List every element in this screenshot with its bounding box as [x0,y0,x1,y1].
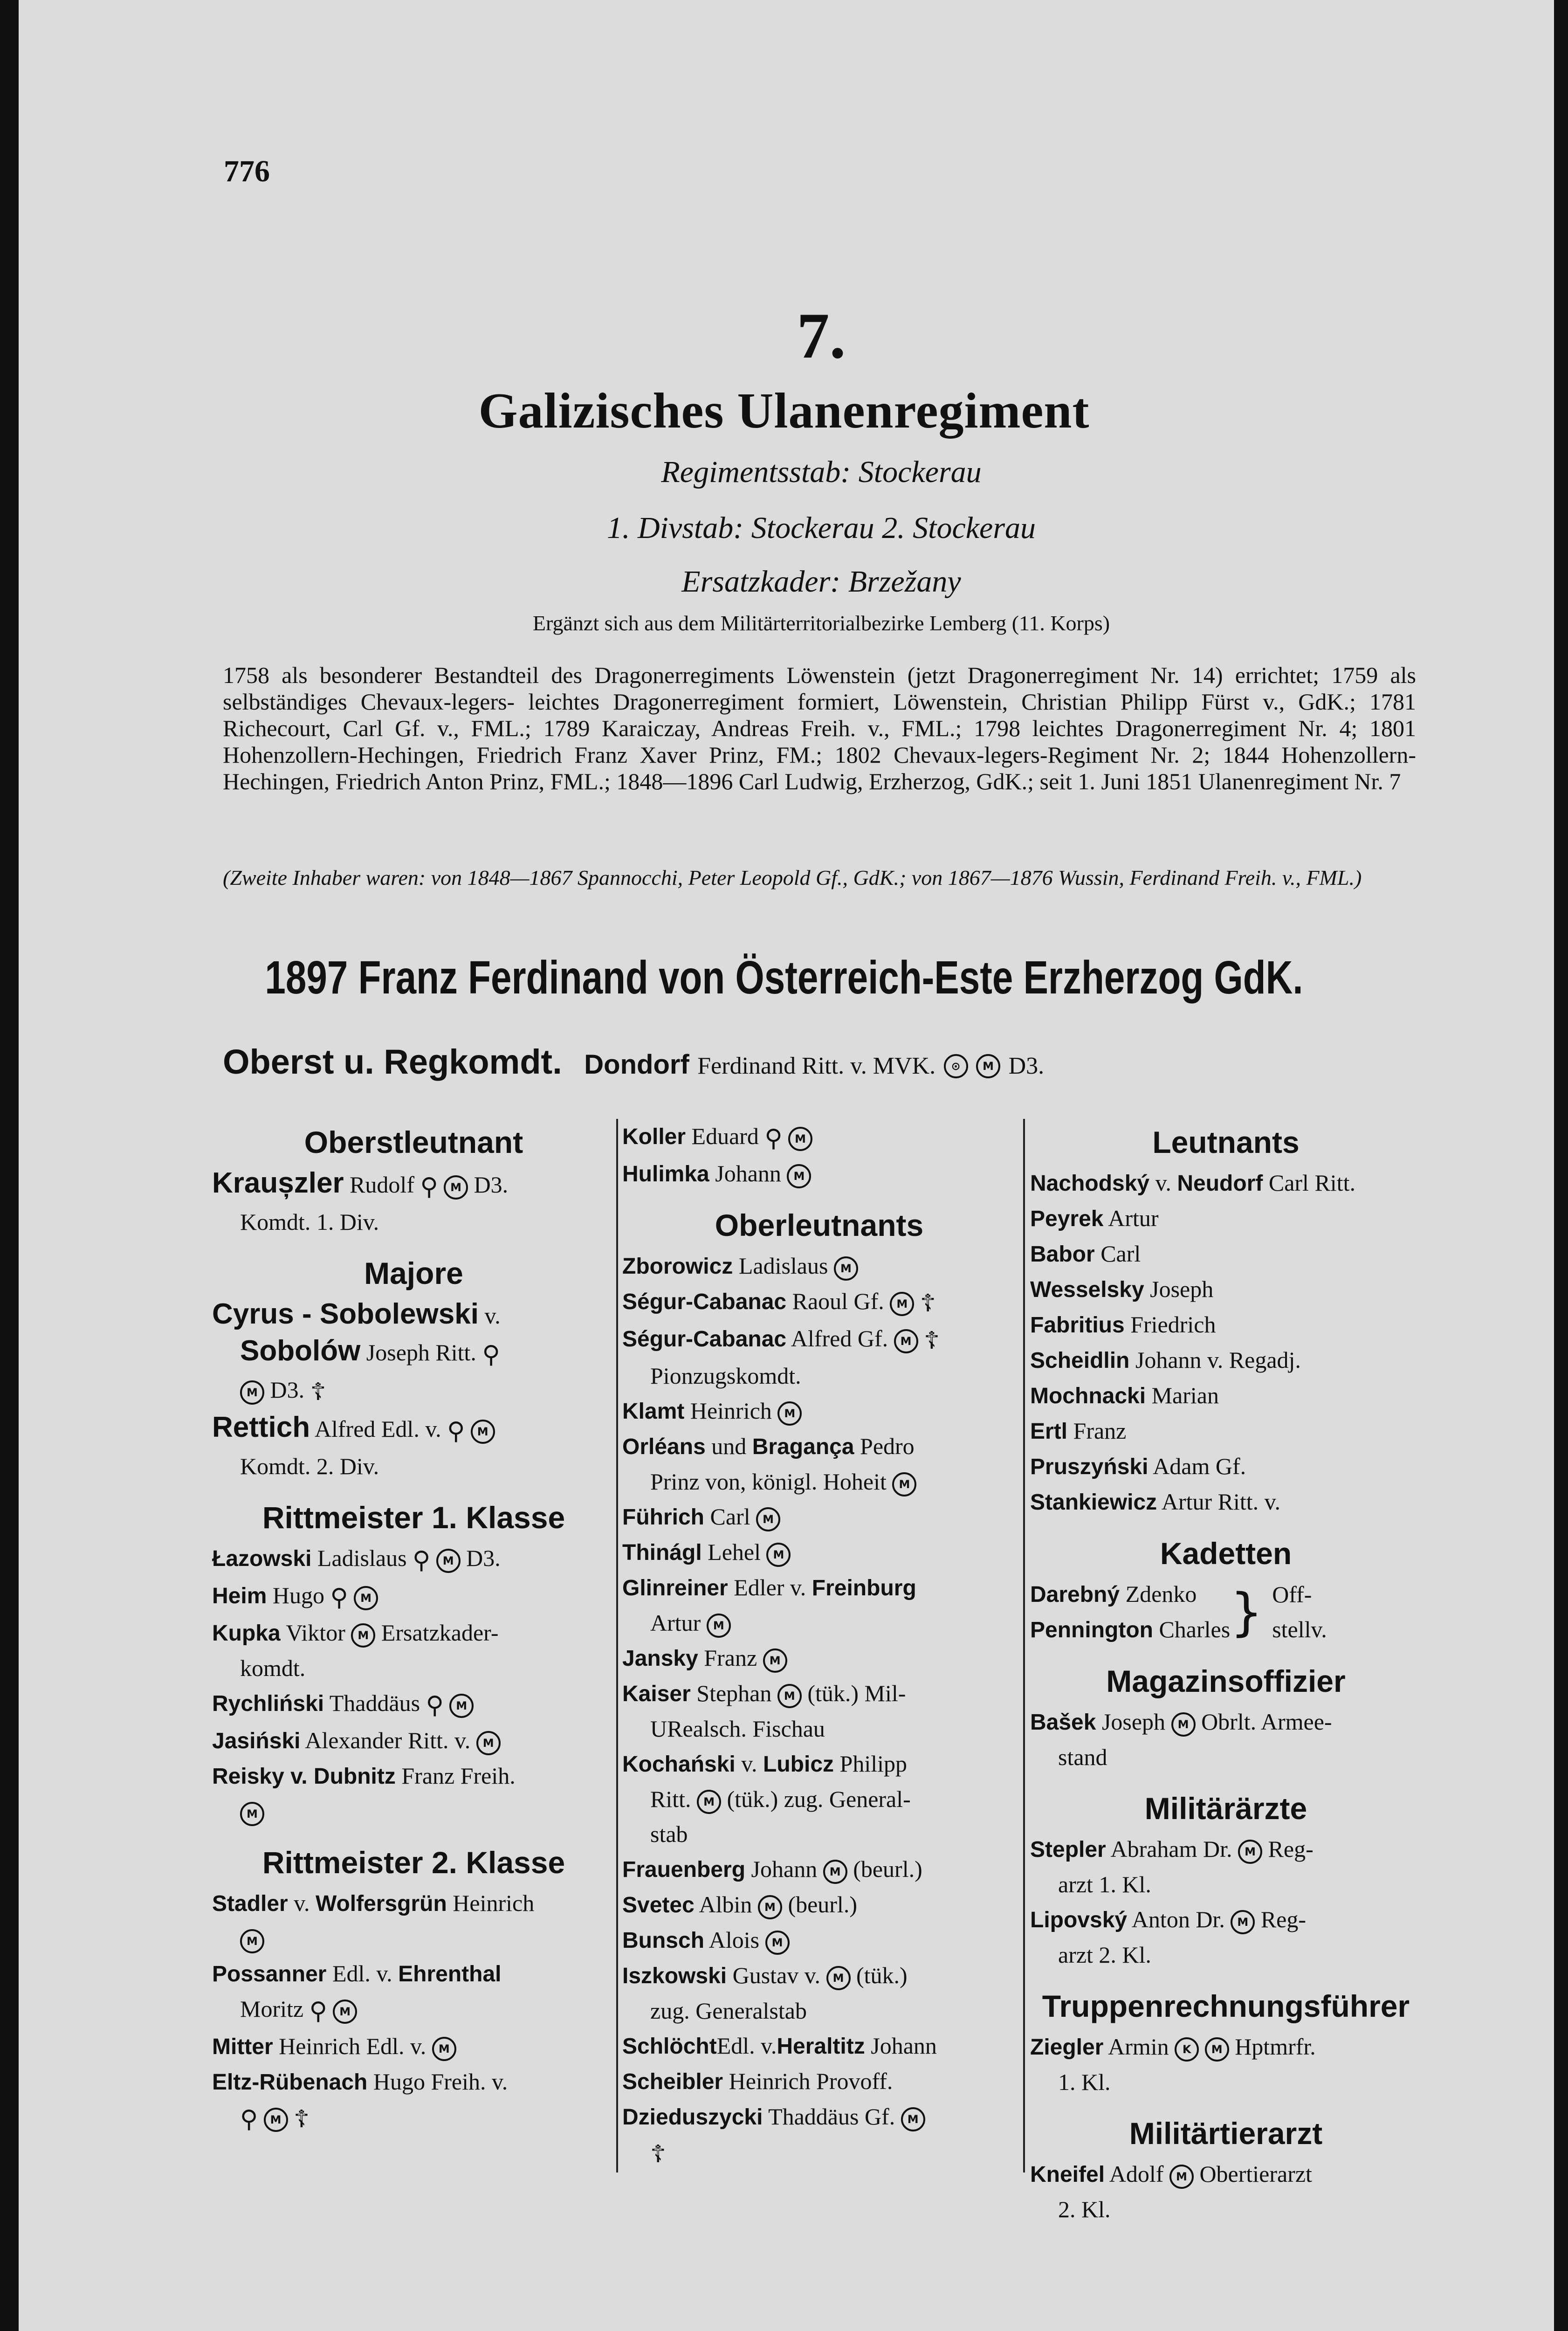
list-item-continuation: Moritz ⚲ M [212,1992,615,2029]
dagger-icon: ☦ [924,1327,940,1355]
list-item-continuation: zug. Generalstab [650,1998,807,2024]
regiment-title: Galizisches Ulanenregiment [478,383,1090,439]
divstab-line: 1. Divstab: Stockerau 2. Stockerau [606,511,1036,545]
m-medal-icon: M [901,2107,925,2131]
m-medal-icon: M [834,1256,858,1281]
list-item: Jansky Franz M [622,1641,1016,1676]
section-header: Rittmeister 2. Klasse [262,1845,565,1880]
m-medal-icon: M [763,1648,787,1673]
m-medal-icon: M [476,1731,501,1755]
list-item: Glinreiner Edler v. Freinburg [622,1574,916,1601]
m-medal-icon: M [765,1931,790,1955]
ring-icon: ⚲ [447,1417,465,1446]
list-item: Thinágl Lehel M [622,1535,1016,1570]
k-medal-icon: K [1175,2037,1199,2062]
m-medal-icon: M [894,1329,918,1353]
oberst-decoration: D3. [1008,1053,1045,1079]
m-medal-icon: M [777,1684,802,1708]
list-item: Iszkowski Gustav v. M (tük.) [622,1958,1016,1993]
regiment-number: 7. [797,300,846,372]
list-item: Kochański v. Lubicz Philipp [622,1751,907,1777]
list-item-continuation: Komdt. 2. Div. [240,1453,379,1480]
list-item: Koller Eduard ⚲ M [622,1119,1016,1156]
list-item: SchlöchtEdl. v.Heraltitz Johann [622,2033,937,2059]
column-2 [622,1119,1016,2172]
kadetten-note: Off- [1272,1581,1312,1607]
m-medal-icon: M [240,1802,264,1826]
list-item: Frauenberg Johann M (beurl.) [622,1852,1016,1887]
list-item: Rettich Alfred Edl. v. ⚲ M [212,1410,615,1449]
m-medal-icon: M [777,1401,802,1426]
list-item-continuation [212,1794,615,1829]
list-item: Possanner Edl. v. Ehrenthal [212,1960,502,1987]
list-item: Kraușzler Rudolf ⚲ M D3. [212,1166,615,1205]
list-item: Łazowski Ladislaus ⚲ M D3. [212,1541,615,1578]
oberst-name: Dondorf [584,1049,689,1080]
list-item: Orléans und Bragança Pedro [622,1433,915,1460]
ring-icon: ⚲ [426,1691,444,1720]
list-item: Kupka Viktor M Ersatzkader- [212,1615,615,1651]
section-header: Oberleutnants [715,1208,924,1243]
kadetten-note: stellv. [1272,1616,1327,1642]
oberst-line [223,1042,1044,1082]
section-header: Truppenrechnungsführer [1042,1989,1410,2023]
section-header: Militärärzte [1144,1791,1307,1826]
m-medal-icon: M [758,1895,782,1919]
list-item: Bunsch Alois M [622,1923,1016,1958]
section-header: Rittmeister 1. Klasse [262,1500,565,1535]
ring-icon: ⚲ [482,1341,500,1369]
m-medal-icon: M [444,1175,468,1200]
m-medal-icon: M [788,1127,812,1151]
list-item: Fabritius Friedrich [1030,1311,1216,1338]
brace-icon: } [1230,1582,1263,1642]
list-item: Nachodský v. Neudorf Carl Ritt. [1030,1170,1355,1196]
m-medal-icon: M [1238,1840,1262,1864]
list-item: Dzieduszycki Thaddäus Gf. M [622,2099,1016,2135]
m-medal-icon: M [976,1054,1000,1078]
list-item-continuation: Ritt. M (tük.) zug. General- [622,1782,1016,1817]
list-item-continuation: arzt 1. Kl. [1058,1871,1151,1897]
dagger-icon: ☦ [310,1378,326,1407]
ring-icon: ⚲ [764,1124,783,1153]
list-item-continuation: stab [650,1821,688,1848]
list-item-continuation: Komdt. 1. Div. [240,1209,379,1235]
m-medal-icon: M [823,1860,847,1884]
m-medal-icon: M [351,1623,375,1648]
list-item: Ertl Franz [1030,1418,1127,1444]
list-item: Ziegler Armin K M Hptmrfr. [1030,2029,1422,2065]
list-item: Wesselsky Joseph [1030,1276,1214,1302]
list-item-continuation: 2. Kl. [1058,2196,1111,2222]
dagger-icon: ☦ [920,1290,936,1318]
list-item: Rychliński Thaddäus ⚲ M [212,1686,615,1723]
m-medal-icon: M [890,1292,914,1316]
list-item: Zborowicz Ladislaus M [622,1248,1016,1284]
list-item-continuation: URealsch. Fischau [650,1716,825,1742]
ersatzkader-line: Ersatzkader: Brzežany [681,565,961,599]
scan-border-left [0,0,19,2331]
list-item-continuation: M D3. ☦ [212,1372,615,1410]
list-item: Eltz-Rübenach Hugo Freih. v. [212,2069,508,2095]
ring-icon: ⚲ [413,1546,431,1575]
section-header: Kadetten [1160,1536,1292,1571]
list-item: Lipovský Anton Dr. M Reg- [1030,1902,1422,1938]
m-medal-icon: M [1171,1712,1196,1737]
m-medal-icon: M [1169,2165,1194,2189]
list-item: Babor Carl [1030,1241,1141,1267]
list-item-continuation: komdt. [240,1655,306,1682]
ring-icon: ⚲ [330,1584,348,1612]
list-item: Svetec Albin M (beurl.) [622,1887,1016,1923]
list-item-continuation: stand [1058,1744,1107,1770]
m-medal-icon: M [333,2000,357,2024]
column-3 [1030,1119,1422,2227]
ring-icon: ⚲ [240,2105,258,2134]
list-item: Kaiser Stephan M (tük.) Mil- [622,1676,1016,1711]
section-header: Oberstleutnant [304,1125,523,1159]
list-item: Ségur-Cabanac Alfred Gf. M ☦ [622,1321,1016,1359]
dagger-icon: ☦ [650,2140,666,2169]
list-item: Darebný Zdenko [1030,1581,1197,1607]
list-item: Pruszyński Adam Gf. [1030,1453,1246,1479]
oberst-label: Oberst u. Regkomdt. [223,1042,562,1081]
section-header: Militärtierarzt [1129,2116,1323,2151]
m-medal-icon: M [1231,1910,1255,1934]
section-header: Leutnants [1152,1125,1300,1159]
page-number: 776 [224,154,270,188]
ring-icon: ⚲ [309,1997,327,2026]
column-divider [1023,1119,1025,2172]
regiment-owner: 1897 Franz Ferdinand von Österreich-Este Erzherzog GdK. [265,952,1303,1004]
list-item: Klamt Heinrich M [622,1393,1016,1429]
m-medal-icon: M [826,1966,851,1990]
list-item-continuation: Pionzugskomdt. [650,1363,801,1389]
m-medal-icon: M [240,1380,264,1405]
m-medal-icon: M [432,2037,456,2061]
list-item-continuation: arzt 2. Kl. [1058,1942,1151,1968]
m-medal-icon: M [756,1507,780,1531]
list-item: Mitter Heinrich Edl. v. M [212,2029,615,2064]
list-item-continuation: Artur M [622,1606,1016,1641]
m-medal-icon: M [354,1586,378,1610]
oberst-details: Ferdinand Ritt. v. MVK. [697,1053,936,1079]
m-medal-icon: M [264,2108,288,2132]
list-item-continuation [622,2135,1016,2172]
m-medal-icon: M [787,1164,811,1188]
ergaenzung-line: Ergänzt sich aus dem Militärterritorialbezirke Lemberg (11. Korps) [532,611,1110,635]
m-medal-icon: M [766,1543,791,1567]
list-item: Stankiewicz Artur Ritt. v. [1030,1489,1280,1515]
list-item-continuation: Prinz von, königl. Hoheit M [622,1464,1016,1499]
list-item: Scheibler Heinrich Provoff. [622,2068,893,2095]
list-item: Heim Hugo ⚲ M [212,1578,615,1615]
list-item: Scheidlin Johann v. Regadj. [1030,1347,1301,1373]
list-item: Stepler Abraham Dr. M Reg- [1030,1832,1422,1867]
section-header: Magazinsoffizier [1106,1664,1346,1698]
list-item: Kneifel Adolf M Obertierarzt [1030,2157,1422,2192]
dagger-icon: ☦ [294,2105,309,2134]
column-divider [616,1119,618,2172]
list-item: Führich Carl M [622,1499,1016,1535]
m-medal-icon: M [436,1549,461,1573]
list-item: Pennington Charles [1030,1616,1231,1642]
list-item-continuation [212,1921,615,1956]
m-medal-icon: M [449,1694,474,1718]
list-item-continuation [212,2100,615,2137]
list-item-continuation: Sobolów Joseph Ritt. ⚲ [212,1333,615,1372]
m-medal-icon: M [697,1790,721,1814]
m-medal-icon: M [471,1420,495,1444]
list-item-continuation: 1. Kl. [1058,2069,1111,2095]
list-item: Mochnacki Marian [1030,1382,1219,1408]
list-item: Jasiński Alexander Ritt. v. M [212,1723,615,1759]
list-item: Peyrek Artur [1030,1205,1159,1231]
kadetten-group [1030,1577,1422,1648]
list-item: Ségur-Cabanac Raoul Gf. M ☦ [622,1284,1016,1321]
second-owners-note: (Zweite Inhaber waren: von 1848—1867 Spannocchi, Peter Leopold Gf., GdK.; von 1867—1876 Wussin, Ferdinand Freih. v., FML.) [223,866,1362,890]
section-header: Majore [364,1256,463,1291]
list-item: Stadler v. Wolfersgrün Heinrich [212,1890,535,1917]
m-medal-icon: M [240,1929,264,1953]
m-medal-icon: M [892,1472,916,1497]
history-paragraph: 1758 als besonderer Bestandteil des Dragonerregiments Löwenstein (jetzt Dragonerregiment Nr. 14) errichtet; 1759 als selbständiges Chevaux-legers- leichtes Dragonerregiment formiert, Löwenstein, Christian Philipp Fürst v., GdK.; 1781 Richecourt, Carl Gf. v., FML.; 1789 Karaiczay, Andreas Freih. v., FML.; 1798 leichtes Dragonerregiment Nr. 4; 1801 Hohenzollern-Hechingen, Friedrich Franz Xaver Prinz, FM.; 1802 Chevaux-legers-Regiment Nr. 2; 1844 Hohenzollern-Hechingen, Friedrich Anton Prinz, FML.; 1848—1896 Carl Ludwig, Erzherzog, GdK.; seit 1. Juni 1851 Ulanenregiment Nr. 7 [223,662,1416,794]
column-1 [212,1119,615,2137]
list-item: Hulimka Johann M [622,1156,1016,1192]
dot-icon: ⊙ [944,1054,968,1078]
m-medal-icon: M [707,1614,731,1638]
list-item: Reisky v. Dubnitz Franz Freih. [212,1763,516,1789]
m-medal-icon: M [1205,2037,1229,2062]
ring-icon: ⚲ [420,1173,438,1201]
list-item: Bašek Joseph M Obrlt. Armee- [1030,1704,1422,1740]
list-item: Cyrus - Sobolewski v. [212,1298,501,1331]
regimentsstab-line: Regimentsstab: Stockerau [661,455,982,489]
